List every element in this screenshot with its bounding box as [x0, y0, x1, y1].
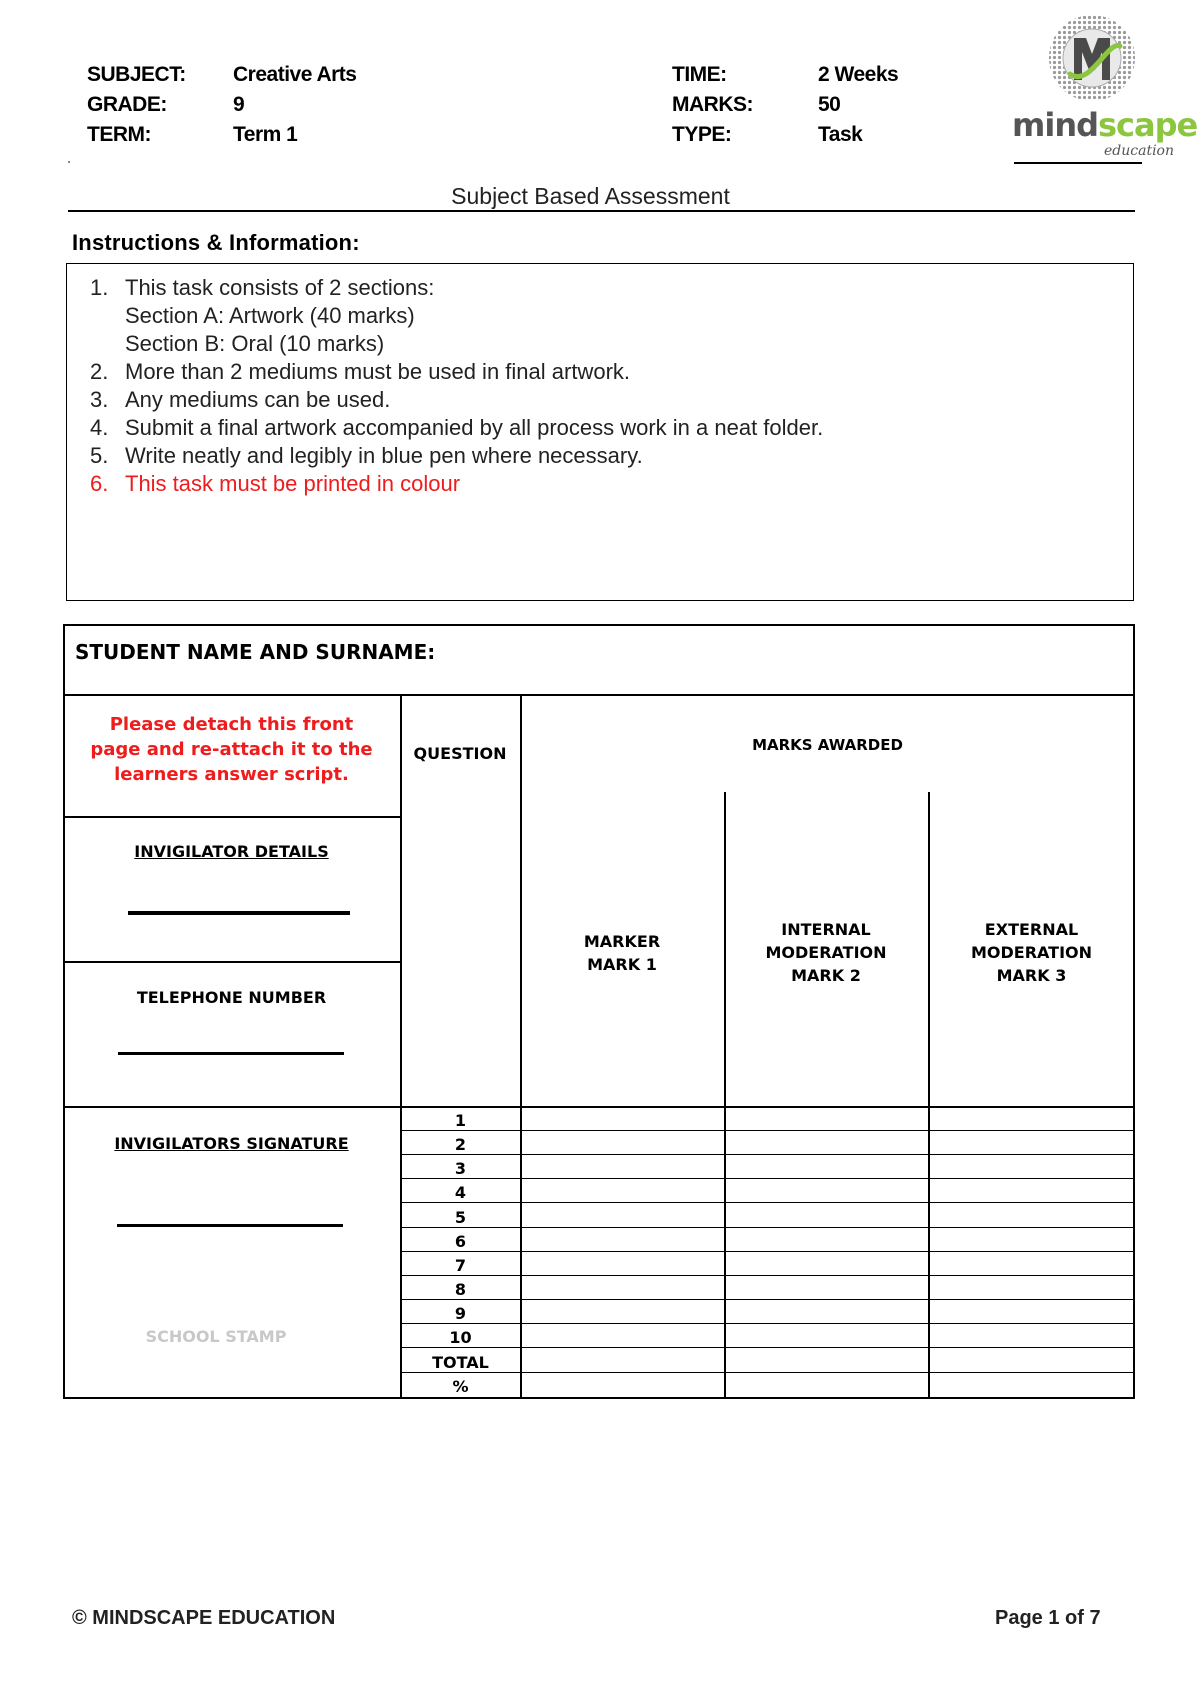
term-label: TERM:: [87, 123, 151, 146]
instruction-item: 5. Write neatly and legibly in blue pen where necessary.: [90, 443, 643, 468]
cover-table: [63, 624, 1135, 1404]
question-row-label: 2: [454, 1135, 467, 1154]
question-row-label: 4: [454, 1183, 467, 1202]
instruction-item-highlight: 6. This task must be printed in colour: [90, 471, 461, 496]
question-row-label: 1: [454, 1111, 467, 1130]
invigilators-signature-field[interactable]: [117, 1224, 343, 1227]
document-title: Subject Based Assessment: [451, 183, 730, 209]
marker-mark-header: MARKER MARK 1: [583, 932, 661, 974]
instruction-item: 2. More than 2 mediums must be used in final artwork.: [90, 359, 631, 384]
instruction-item: Section A: Artwork (40 marks): [125, 303, 415, 328]
logo-wordmark: mindscape: [1012, 106, 1198, 144]
marks-awarded-header: MARKS AWARDED: [752, 736, 903, 754]
time-label: TIME:: [672, 63, 727, 86]
question-row-label: 10: [449, 1328, 472, 1347]
instruction-item: 3. Any mediums can be used.: [90, 387, 391, 412]
marks-value: 50: [818, 93, 841, 116]
grade-label: GRADE:: [87, 93, 167, 116]
student-name-label: STUDENT NAME AND SURNAME:: [75, 640, 436, 664]
instruction-item: Section B: Oral (10 marks): [125, 331, 385, 356]
instruction-item: 1. This task consists of 2 sections:: [90, 275, 435, 300]
instructions-list: [67, 264, 1133, 498]
term-value: Term 1: [233, 123, 298, 146]
invigilators-signature-label: INVIGILATORS SIGNATURE: [114, 1134, 349, 1153]
mindscape-logo: [1012, 10, 1198, 170]
time-value: 2 Weeks: [818, 63, 899, 86]
footer-page-number: Page 1 of 7: [995, 1607, 1101, 1629]
internal-moderation-header: INTERNAL MODERATION MARK 2: [765, 920, 887, 985]
school-stamp-label: SCHOOL STAMP: [145, 1327, 287, 1346]
question-row-label: 7: [454, 1256, 467, 1275]
telephone-number-field[interactable]: [118, 1052, 344, 1055]
question-row-label: 5: [454, 1208, 467, 1227]
question-row-label: 8: [454, 1280, 467, 1299]
subject-value: Creative Arts: [233, 63, 357, 86]
instructions-heading: Instructions & Information:: [72, 230, 360, 255]
instructions-box: [66, 263, 1134, 601]
logo-underline: [1014, 162, 1142, 164]
type-value: Task: [818, 123, 863, 146]
detach-note: Please detach this front page and re-attach it to the learners answer script.: [90, 714, 373, 785]
question-row-label: 6: [454, 1232, 467, 1251]
grade-value: 9: [233, 93, 245, 116]
logo-tagline: education: [1104, 143, 1174, 159]
question-row-label: 9: [454, 1304, 467, 1323]
instruction-item: 4. Submit a final artwork accompanied by all process work in a neat folder.: [90, 415, 824, 440]
title-rule: [68, 210, 1135, 212]
footer-copyright: © MINDSCAPE EDUCATION: [72, 1607, 336, 1629]
type-label: TYPE:: [672, 123, 732, 146]
question-row-label: 3: [454, 1159, 467, 1178]
external-moderation-header: EXTERNAL MODERATION MARK 3: [970, 920, 1093, 985]
question-row-label: TOTAL: [432, 1353, 489, 1372]
invigilator-details-field[interactable]: [128, 911, 350, 915]
telephone-number-label: TELEPHONE NUMBER: [136, 988, 327, 1007]
invigilator-details-label: INVIGILATOR DETAILS: [134, 842, 329, 861]
question-row-label: %: [452, 1377, 469, 1396]
logo-emblem-icon: [1012, 10, 1182, 120]
question-header: QUESTION: [413, 744, 507, 763]
page-mark: [68, 161, 70, 163]
marks-label: MARKS:: [672, 93, 753, 116]
subject-label: SUBJECT:: [87, 63, 186, 86]
